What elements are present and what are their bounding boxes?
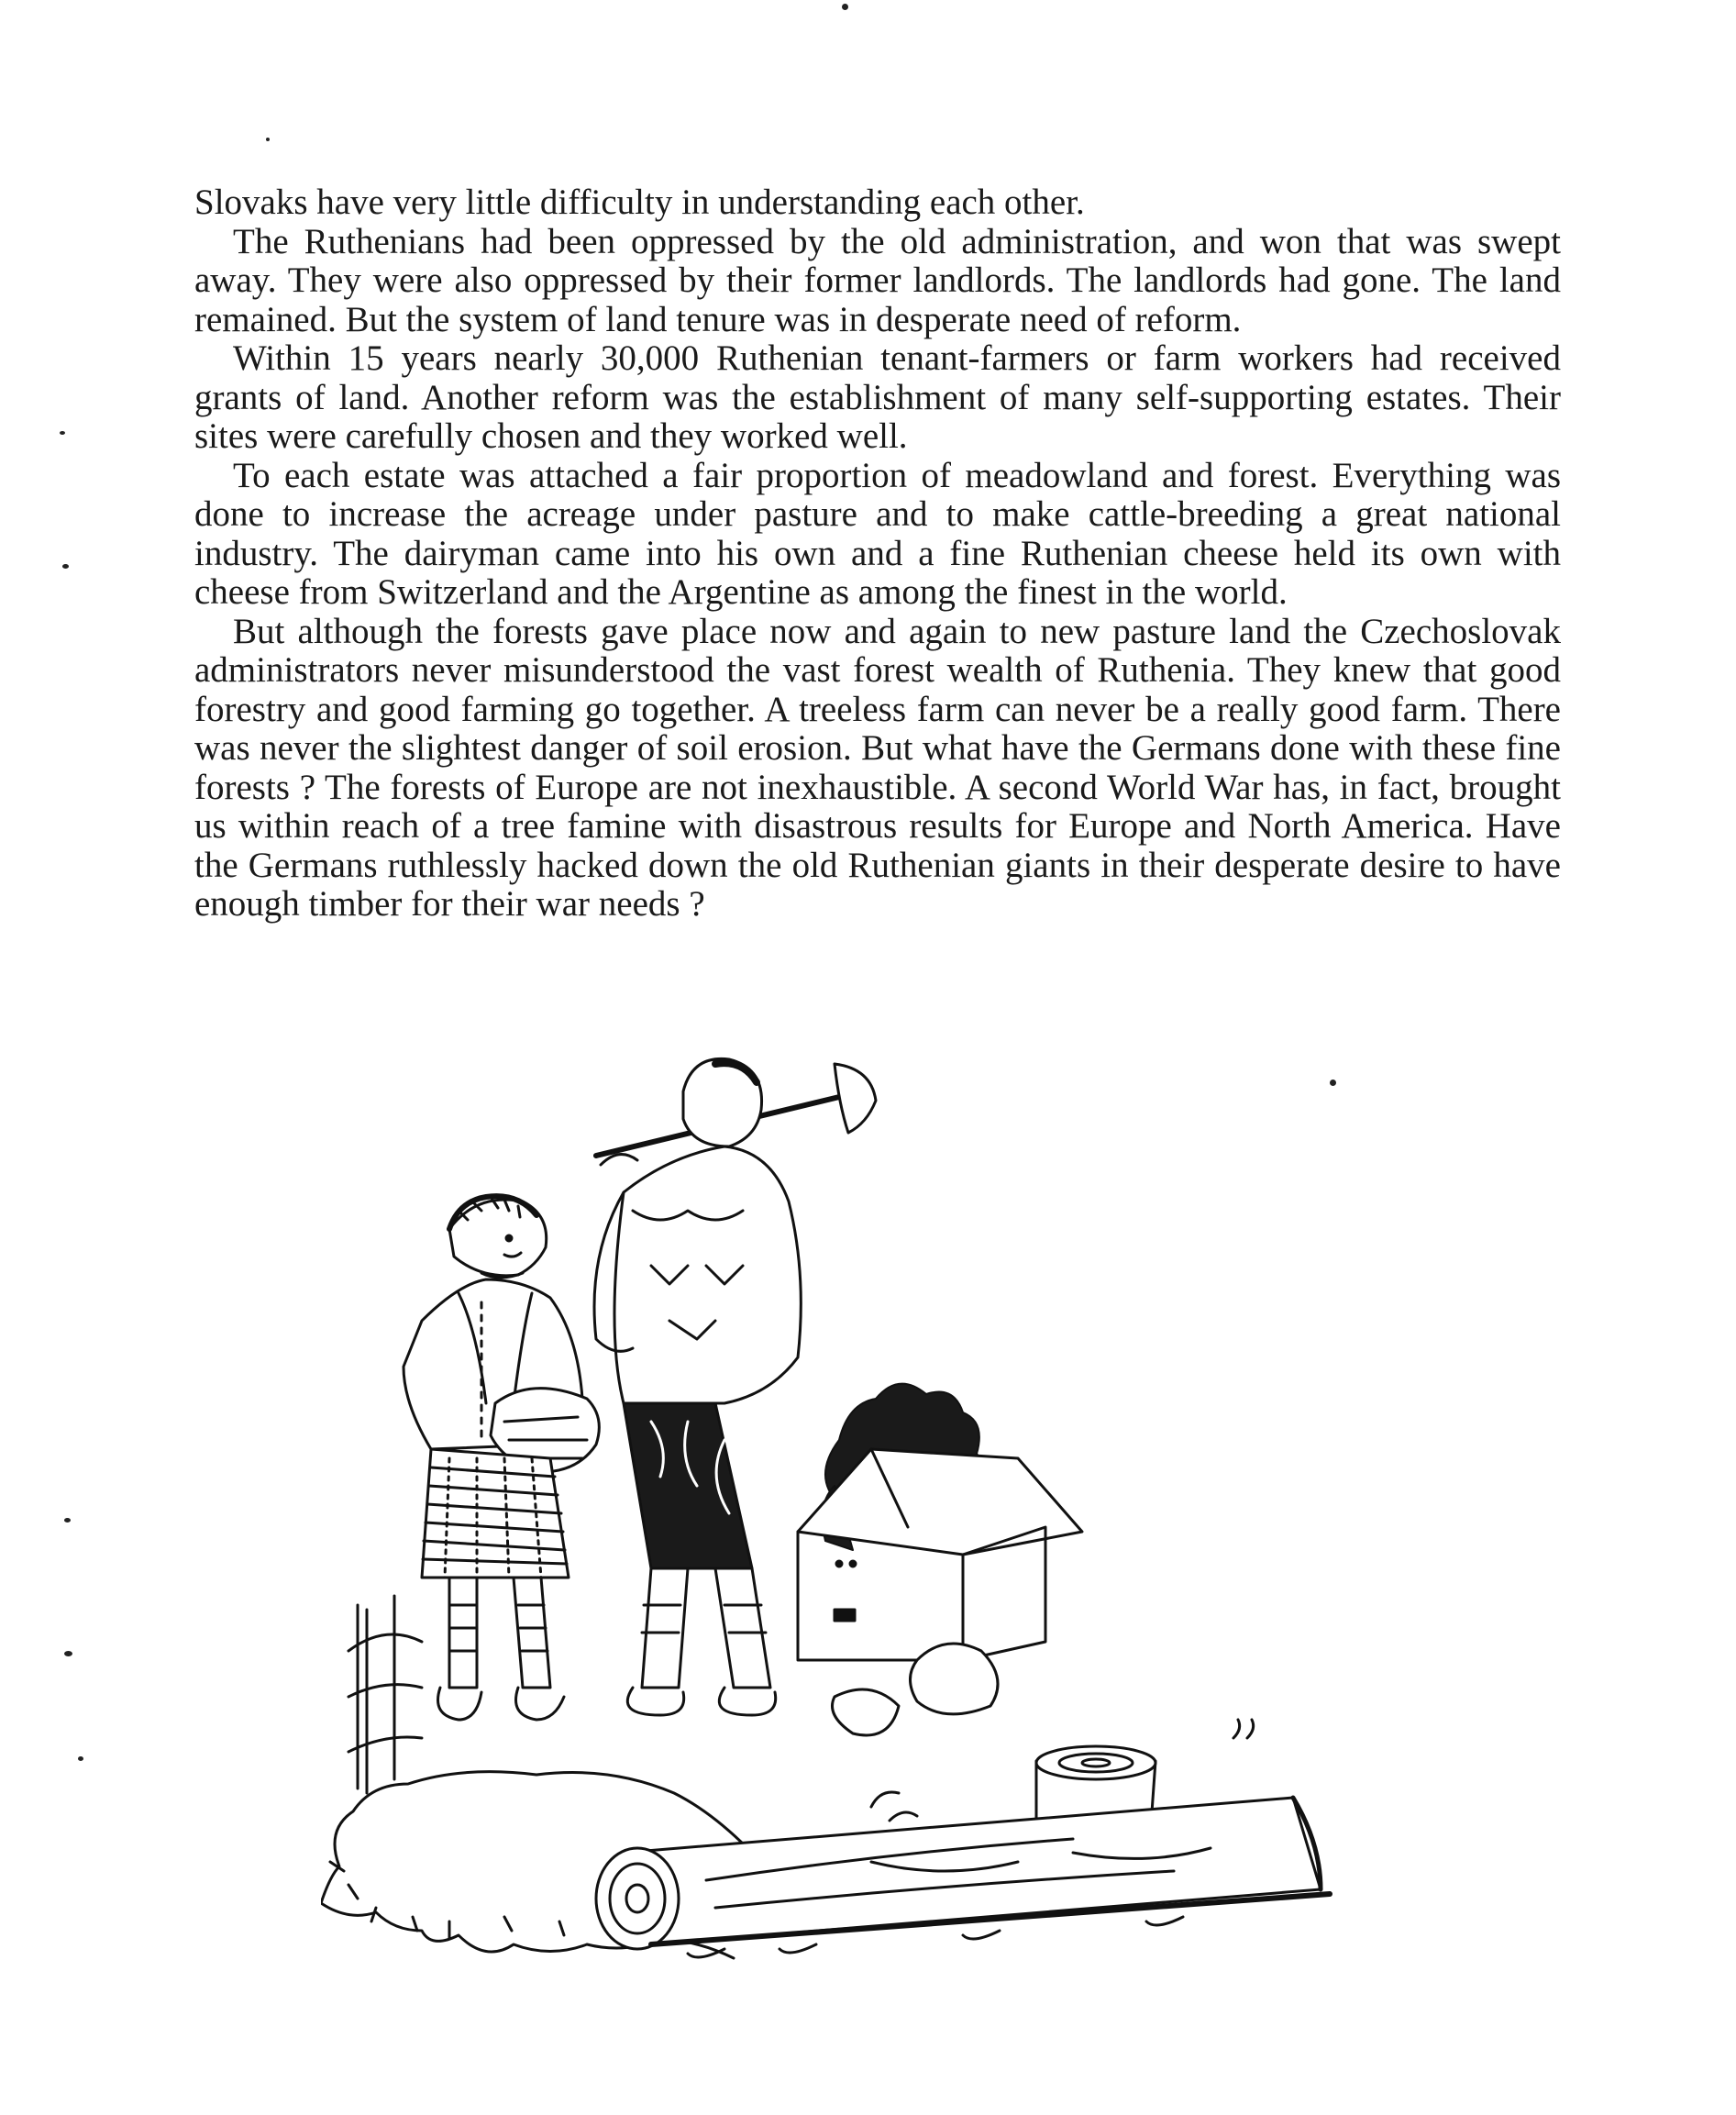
rock-shape <box>833 1644 999 1821</box>
scan-speck <box>842 4 848 10</box>
paragraph-3: Within 15 years nearly 30,000 Ruthenian tenant-farmers or farm workers had received grants of land. Another reform was the establishment of many self-supporting estates. Their sites were carefully chosen and they worked well. <box>194 338 1561 456</box>
body-text <box>194 183 1561 925</box>
scan-speck <box>64 1518 71 1523</box>
scan-speck <box>60 431 65 435</box>
scan-speck <box>62 564 69 569</box>
illustration <box>321 1055 1486 1999</box>
fence-shape <box>348 1596 422 1793</box>
log-shape <box>596 1798 1330 1957</box>
woman-figure <box>404 1196 599 1720</box>
paragraph-2: The Ruthenians had been oppressed by the old administration, and won that was swept away. They were also oppressed by their former landlords. The landlords had gone. The land remained. But the system of land tenure was in desperate need of reform. <box>194 221 1561 339</box>
scan-speck <box>78 1756 83 1761</box>
scan-speck <box>64 1651 72 1656</box>
paragraph-1: Slovaks have very little difficulty in understanding each other. <box>194 183 1085 222</box>
paragraph-4: To each estate was attached a fair proportion of meadowland and forest. Everything was done to increase the acreage under pasture and to make cattle-breeding a great national industry. The dairyman came into his own and a fine Ruthenian cheese held its own with cheese from Switzerland and the Argentine as among the finest in the world. <box>194 455 1561 612</box>
motion-lines <box>1233 1720 1254 1738</box>
paragraph-5: But although the forests gave place now and again to new pasture land the Czechoslovak administrators never misunderstood the vast forest wealth of Ruthenia. They knew that good forestry and good farming go together. A treeless farm can never be a really good farm. There was never the slightest danger of soil erosion. But what have the Germans done with these fine forests ? The forests of Europe are not inexhaustible. A second World War has, in fact, brought us within reach of a tree famine with disastrous results for Europe and North America. Have the Germans ruthlessly hacked down the old Ruthenian giants in their desperate desire to have enough timber for their war needs ? <box>194 611 1561 924</box>
scan-speck <box>266 138 270 141</box>
